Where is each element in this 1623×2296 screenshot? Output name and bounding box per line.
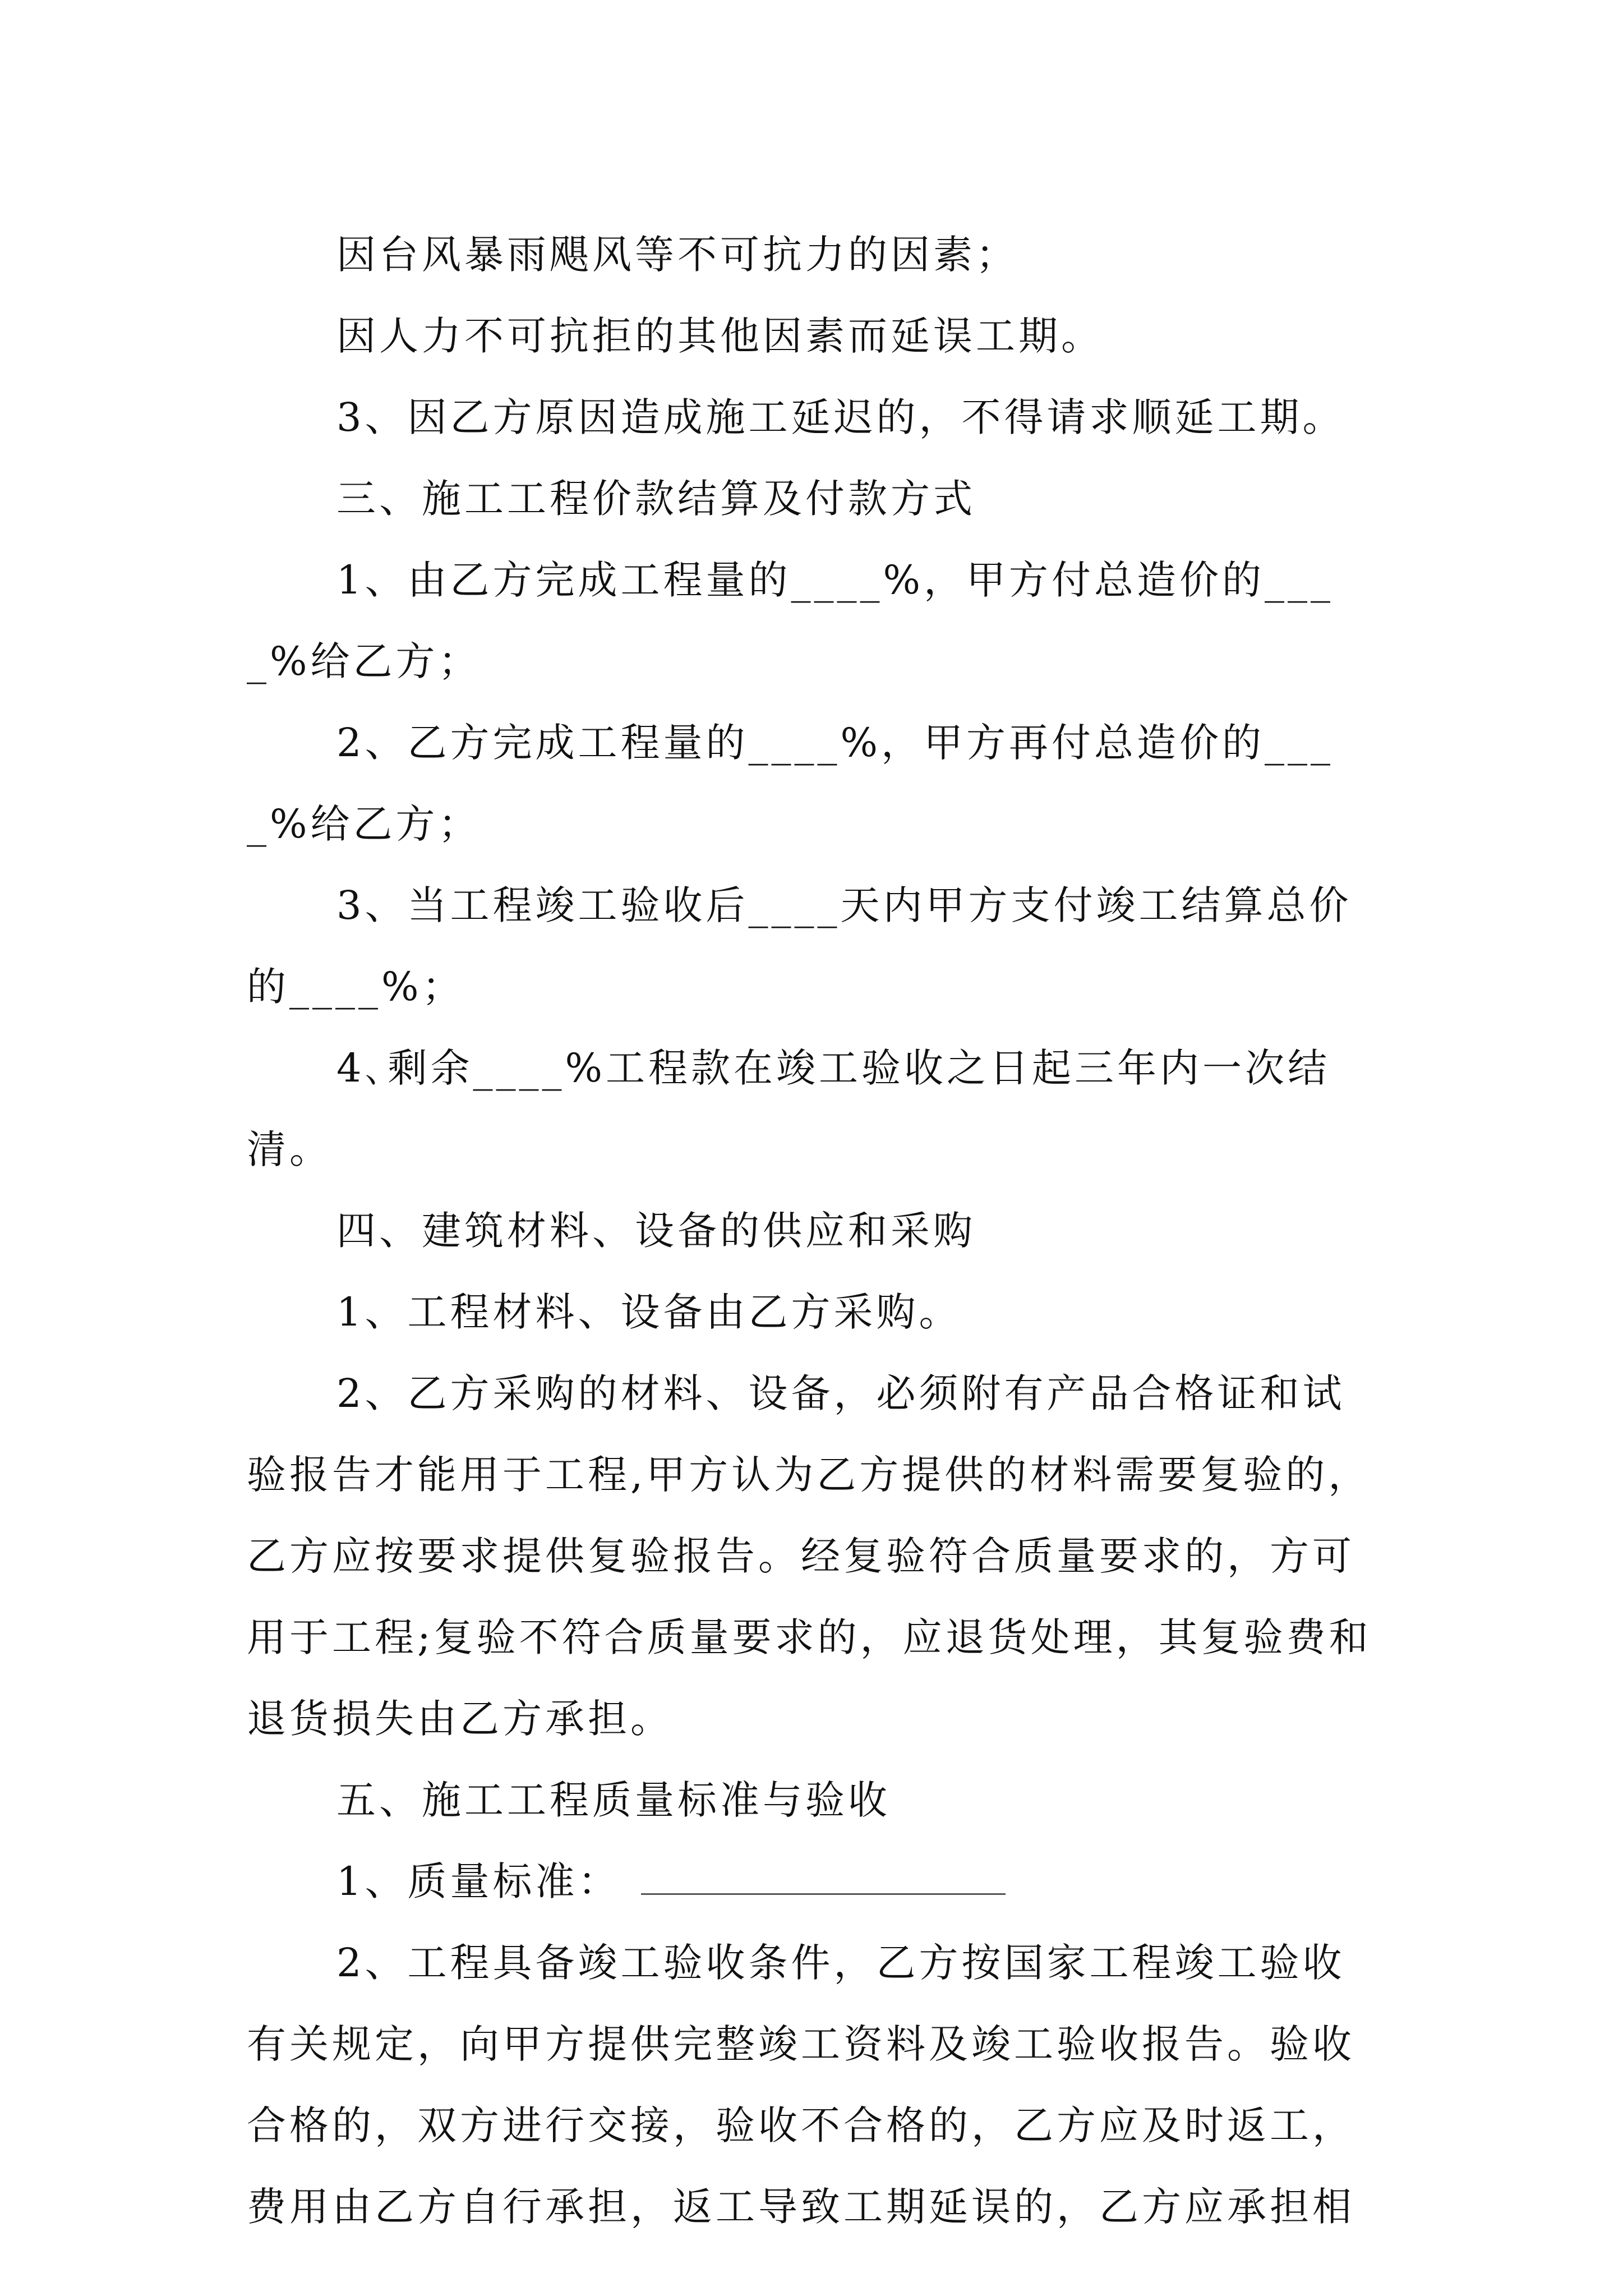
paragraph-force-majeure-other: 因人力不可抗拒的其他因素而延误工期。 [336, 313, 1104, 359]
paragraph-payment-1: 1、由乙方完成工程量的____%，甲方付总造价的____%给乙方； [247, 557, 1334, 684]
paragraph-acceptance: 2、工程具备竣工验收条件，乙方按国家工程竣工验收有关规定，向甲方提供完整竣工资料及竣工验收报告。验收合格的，双方进行交接，验收不合格的，乙方应及时返工，费用由乙方自行承担，返工导致工期延误的，乙方应承担相 [247, 1940, 1355, 2230]
paragraph-materials-2: 2、乙方采购的材料、设备，必须附有产品合格证和试验报告才能用于工程,甲方认为乙方提供的材料需要复验的，乙方应按要求提供复验报告。经复验符合质量要求的，方可用于工程;复验不符合质量要求的，应退货处理，其复验费和退货损失由乙方承担。 [247, 1370, 1372, 1742]
paragraph-force-majeure-weather: 因台风暴雨飓风等不可抗力的因素； [336, 232, 1018, 278]
section-heading-quality: 五、施工工程质量标准与验收 [336, 1777, 891, 1823]
paragraph-quality-standard [247, 1841, 1377, 1922]
quality-standard-blank [641, 1861, 1006, 1895]
paragraph-payment-3: 3、当工程竣工验收后____天内甲方支付竣工结算总价的____%； [247, 882, 1352, 1010]
paragraph-payment-2: 2、乙方完成工程量的____%，甲方再付总造价的____%给乙方； [247, 720, 1334, 847]
section-heading-materials: 四、建筑材料、设备的供应和采购 [336, 1208, 976, 1254]
paragraph-delay-by-party-b: 3、因乙方原因造成施工延迟的，不得请求顺延工期。 [336, 394, 1345, 440]
quality-standard-label: 1、质量标准： [336, 1858, 621, 1904]
paragraph-payment-4: 4､剩余____%工程款在竣工验收之日起三年内一次结清。 [247, 1045, 1331, 1172]
section-heading-payment: 三、施工工程价款结算及付款方式 [336, 476, 976, 522]
document-body [247, 214, 1377, 2248]
paragraph-materials-1: 1、工程材料、设备由乙方采购。 [336, 1289, 962, 1335]
